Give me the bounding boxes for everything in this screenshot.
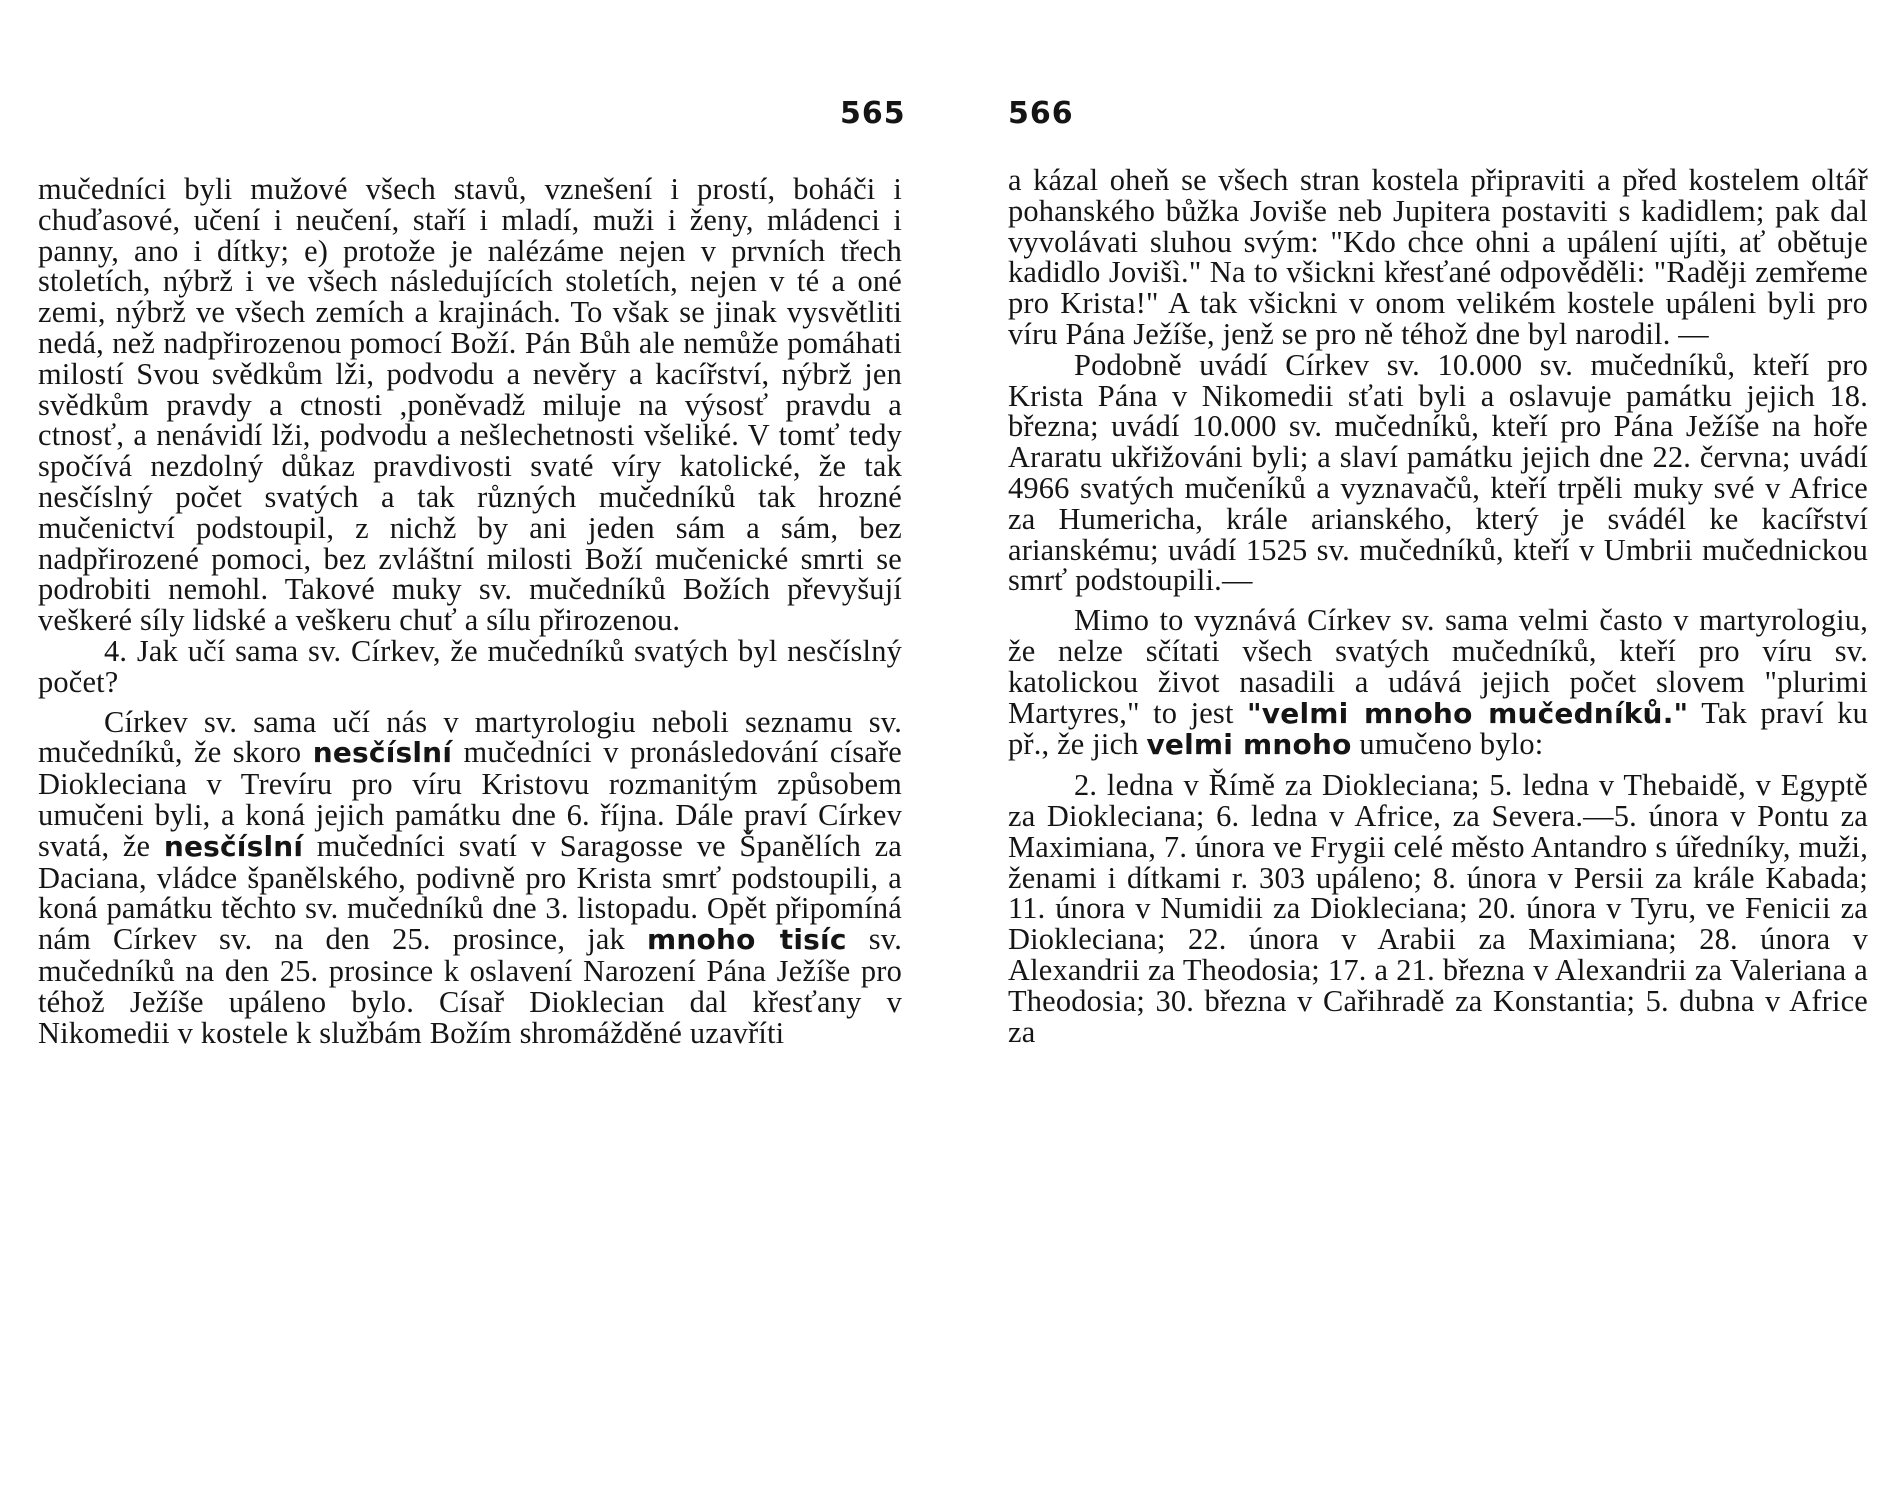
page-number: 565 — [840, 96, 906, 131]
left-page — [0, 0, 940, 1500]
text-run: 2. ledna v Římě za Diokleciana; 5. ledna v Thebaidě, v Egyptě za Diokleciana; 6. ledna v Africe, za Severa.—5. února v Pontu za Maximiana, 7. února ve Frygii celé město Antandro s úředníky, muži, ženami i dítkami r. 303 upáleno; 8. února v Persii za krále Kabada; 11. února v Numidii za Diokleciana; 20. února v Tyru, ve Fenicii za Diokleciana; 22. února v Arabii za Maximiana; 28. února v Alexandrii za Theodosia; 17. a 21. března v Alexandrii za Valeriana a Theodosia; 30. března v Cařihradě za Konstantia; 5. dubna v Africe za — [1008, 768, 1868, 1049]
text-run: mučedníci byli mužové všech stavů, vznešení i prostí, boháči i chuďasové, učení i neučení, staří i mladí, muži i ženy, mládenci i panny, ano i dítky; e) protože je nalézáme nejen v prvních třech stoletích, nýbrž i ve všech následujících stoletích, nejen v té a oné zemi, nýbrž ve všech zemích a krajinách. To však se jinak vysvětliti nedá, než nadpřirozenou pomocí Boží. Pán Bůh ale nemůže pomáhati milostí Svou svědkům lži, podvodu a nevěry a kacířství, nýbrž jen svědkům pravdy a ctnosti ,poněvadž miluje na výsosť pravdu a ctnosť, a nenávidí lži, podvodu a nešlechetnosti všeliké. V tomť tedy spočívá nezdolný důkaz pravdivosti svaté víry katolické, že tak nesčíslný počet svatých a tak různých mučedníků tak hrozné mučenictví podstoupil, z nichž by ani jeden sám a sám, bez nadpřirozené pomoci, bez zvláštní milosti Boží mučenické smrti se podrobiti nemohl. Takové muky sv. mučedníků Božích převyšují veškeré síly lidské a veškeru chuť a sílu přirozenou. — [38, 172, 902, 638]
page-body — [1008, 165, 1868, 1047]
text-run: sv. mučedníků na den 25. prosince k oslavení Narození Pána Ježíše pro téhož Ježíše upáleno bylo. Císař Dioklecian dal křesťany v Nikomedii v kostele k službám Božím shromážděné uzavříti — [38, 922, 902, 1050]
paragraph — [1008, 165, 1868, 350]
text-run: Podobně uvádí Církev sv. 10.000 sv. mučedníků, kteří pro Krista Pána v Nikomedii sťati byli a oslavuje památku jejich 18. března; uvádí 10.000 sv. mučedníků, kteří pro Pána Ježíše na hoře Araratu ukřižováni byli; a slaví památku jejich dne 22. června; uvádí 4966 svatých mučeníků a vyznavačů, kteří trpěli muky své v Africe za Humericha, krále arianského, který je svádél ke kacířství arianskému; uvádí 1525 sv. mučedníků, kteří v Umbrii mučednickou smrť podstoupili.— — [1008, 347, 1868, 598]
bold-text-run: nesčíslní — [163, 829, 304, 863]
text-run: Tak praví ku př., že jich — [1008, 695, 1868, 762]
bold-text-run: nesčíslní — [312, 736, 453, 770]
text-run: 4. Jak učí sama sv. Církev, že mučedníků svatých byl nesčíslný počet? — [38, 633, 902, 699]
paragraph — [38, 174, 902, 636]
page-number: 566 — [1008, 96, 1074, 131]
text-run: mučedníci svatí v Saragosse ve Španělích za Daciana, vládce španělského, podivně pro Krista smrť podstoupili, a koná památku těchto sv. mučedníků dne 3. listopadu. Opět připomíná nám Církev sv. na den 25. prosince, jak — [38, 828, 902, 957]
bold-text-run: mnoho tisíc — [647, 923, 847, 957]
bold-text-run: "velmi mnoho mučedníků." — [1247, 696, 1689, 730]
text-run: a kázal oheň se všech stran kostela připraviti a před kostelem oltář pohanského bůžka Joviše neb Jupitera postaviti s kadidlem; pak dal vyvolávati sluhou svým: "Kdo chce ohni a upálení ujíti, ať obětuje kadidlo Jovišì." Na to všickni křesťané odpověděli: "Raději zemřeme pro Krista!" A tak všickni v onom velikém kostele upáleni byli pro víru Pána Ježíše, jenž se pro ně téhož dne byl narodil. — — [1008, 163, 1868, 351]
bold-text-run: velmi mnoho — [1146, 728, 1352, 762]
paragraph — [1008, 605, 1868, 761]
text-run: mučedníci v pronásledování císaře Diokleciana v Trevíru pro víru Kristovu rozmanitým způsobem umučeni byli, a koná jejich památku dne 6. října. Dále praví Církev svatá, že — [38, 735, 902, 863]
text-run: Mimo to vyznává Církev sv. sama velmi často v martyrologiu, že nelze sčítati všech svatých mučedníků, kteří pro víru sv. katolickou život nasadili a udává jejich počet slovem "plurimi Martyres," to jest — [1008, 603, 1868, 730]
text-run: umučeno bylo: — [1351, 727, 1544, 762]
page-body — [38, 174, 902, 1048]
text-run: Církev sv. sama učí nás v martyrologiu neboli seznamu sv. mučedníků, že skoro — [38, 704, 902, 770]
right-page — [970, 0, 1894, 1500]
paragraph — [1008, 770, 1868, 1047]
paragraph — [38, 633, 902, 699]
paragraph — [38, 704, 902, 1050]
paragraph — [1008, 347, 1868, 598]
